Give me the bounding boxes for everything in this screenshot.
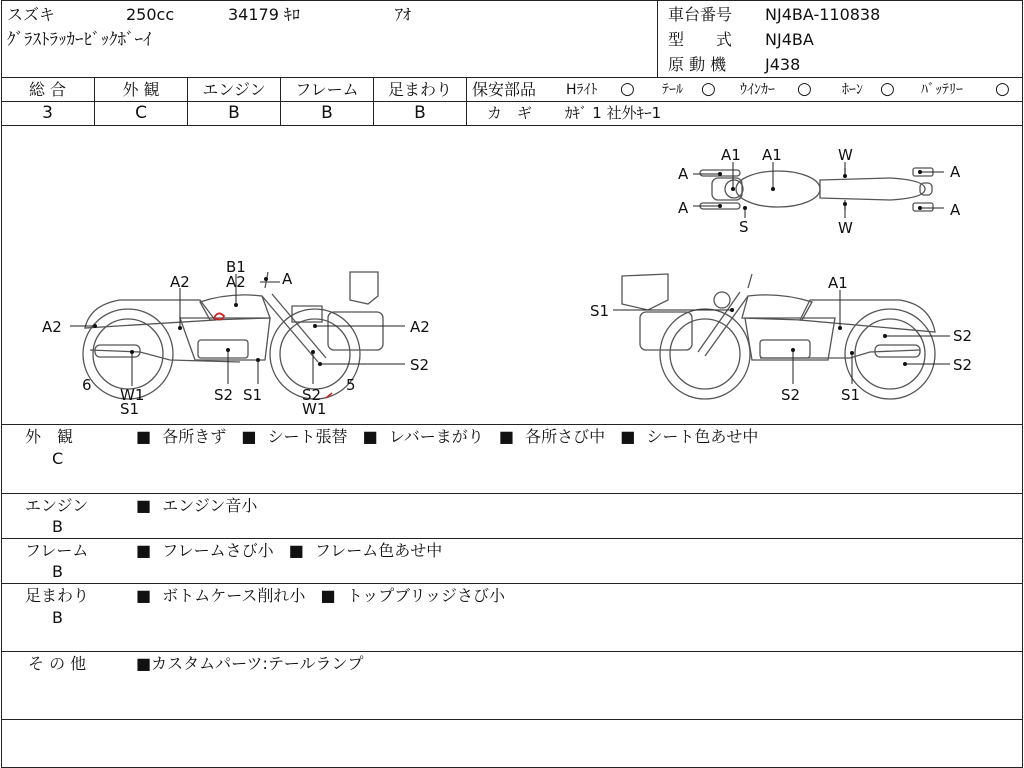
diagram-label: S2 (781, 386, 801, 404)
diagram-label: S1 (590, 302, 610, 320)
model-name: ｸﾞﾗｽﾄﾗｯｶｰﾋﾞｯｸﾎﾞｰｲ (7, 30, 152, 50)
grade-engine-value: B (228, 103, 240, 123)
diagram-label: W1 (120, 386, 145, 404)
rule (1, 424, 1023, 425)
bullet-icon: ■ (288, 541, 304, 560)
bullet-icon: ■ (136, 427, 152, 446)
note-grade-frame: B (52, 562, 63, 581)
diagram-label: A1 (721, 146, 741, 164)
grade-overall-value: 3 (42, 103, 53, 123)
diagram-label: A (678, 199, 689, 217)
diagram-label: S2 (953, 327, 973, 345)
diagram-label: A1 (762, 146, 782, 164)
diagram-label: W1 (302, 400, 327, 418)
grade-overall-label: 総 合 (28, 80, 67, 99)
bullet-icon: ■ (241, 427, 257, 446)
note-category-frame: フレーム (25, 541, 89, 560)
diagram-label: W (838, 146, 853, 164)
rule (1, 719, 1023, 720)
diagram-label: A (950, 201, 961, 219)
key-label: カ ギ (487, 104, 533, 122)
damage-mark-icon (214, 313, 224, 319)
diagram-label: 5 (346, 376, 356, 394)
rule (1, 493, 1023, 494)
note-item: トップブリッジさび小 (346, 586, 505, 605)
safety-battery-mark: ○ (995, 79, 1010, 99)
safety-horn-mark: ○ (880, 79, 895, 99)
safety-parts-label: 保安部品 (472, 80, 537, 99)
note-category-exterior: 外 観 (25, 427, 74, 446)
note-item: エンジン音小 (162, 496, 258, 515)
note-grade-suspension: B (52, 608, 63, 627)
grade-exterior-value: C (135, 103, 147, 123)
bullet-icon: ■ (362, 427, 378, 446)
diagram-label: S2 (410, 356, 430, 374)
diagram-label: A (950, 163, 961, 181)
note-item: シート色あせ中 (646, 427, 759, 446)
note-item: ボトムケース削れ小 (162, 586, 306, 605)
rule (466, 77, 467, 125)
rule (1, 538, 1023, 539)
leader-dots (93, 170, 922, 366)
rule (657, 0, 658, 77)
note-item: カスタムパーツ:テールランプ (151, 654, 364, 673)
note-item: レバーまがり (388, 427, 484, 446)
note-items-engine (136, 497, 257, 515)
note-item: フレーム色あせ中 (314, 541, 443, 560)
safety-winker-mark: ○ (797, 79, 812, 99)
engine-type: J438 (765, 55, 801, 74)
note-items-other (136, 655, 364, 673)
diagram-label: A2 (410, 318, 430, 336)
safety-headlight: Hﾗｲﾄ (566, 82, 598, 98)
grade-suspension-value: B (414, 103, 426, 123)
key-value: ｶｷﾞ 1 社外ｷｰ1 (565, 104, 662, 122)
rule (1, 101, 1023, 102)
rule (1, 583, 1023, 584)
diagram-label: S (739, 218, 749, 236)
diagram-label: S2 (302, 386, 322, 404)
diagram-label: S1 (841, 386, 861, 404)
rule (1, 651, 1023, 652)
model-type-label: 型 式 (668, 30, 733, 49)
diagram-label: A2 (42, 318, 62, 336)
note-item: フレームさび小 (162, 541, 274, 560)
grade-engine-label: エンジン (202, 80, 266, 99)
displacement: 250cc (126, 5, 175, 24)
safety-horn: ﾎｰﾝ (842, 82, 863, 98)
grade-suspension-label: 足まわり (387, 80, 452, 99)
note-category-other: そ の 他 (28, 654, 87, 673)
diagram-label: S1 (243, 386, 263, 404)
diagram-label: A2 (170, 273, 190, 291)
color-name: ｱｵ (395, 5, 412, 24)
damage-diagram (0, 126, 1024, 424)
note-items-frame (136, 542, 442, 560)
bullet-icon: ■ (620, 427, 636, 446)
frame-number-label: 車台番号 (668, 5, 733, 24)
note-items-suspension (136, 587, 505, 605)
note-grade-exterior: C (52, 449, 64, 468)
diagram-label: S2 (953, 356, 973, 374)
diagram-label: B1 (226, 258, 246, 276)
note-category-suspension: 足まわり (25, 586, 90, 605)
note-item: シート張替 (267, 427, 348, 446)
grade-frame-label: フレーム (295, 80, 359, 99)
safety-tail-mark: ○ (701, 79, 716, 99)
bullet-icon: ■ (498, 427, 514, 446)
diagram-label: 6 (82, 376, 92, 394)
diagram-label: S2 (214, 386, 234, 404)
model-type: NJ4BA (765, 30, 814, 49)
bullet-icon: ■ (136, 654, 152, 673)
note-items-exterior (136, 428, 758, 446)
bullet-icon: ■ (320, 586, 336, 605)
diagram-label: S1 (120, 400, 140, 418)
bullet-icon: ■ (136, 541, 152, 560)
bullet-icon: ■ (136, 496, 152, 515)
safety-tail: ﾃｰﾙ (662, 82, 683, 98)
note-item: 各所きず (162, 427, 227, 446)
note-item: 各所さび中 (525, 427, 606, 446)
rule (1, 77, 1023, 78)
frame-number: NJ4BA-110838 (765, 5, 881, 24)
diagram-label: A2 (226, 273, 246, 291)
safety-headlight-mark: ○ (620, 79, 635, 99)
left-side-bike (83, 272, 383, 399)
diagram-label: A (282, 270, 293, 288)
safety-winker: ｳｲﾝｶｰ (740, 82, 775, 98)
diagram-label: W (838, 219, 853, 237)
note-category-engine: エンジン (25, 496, 89, 515)
bullet-icon: ■ (136, 586, 152, 605)
diagram-label: A (678, 165, 689, 183)
grade-frame-value: B (321, 103, 333, 123)
maker-name: スズキ (7, 5, 56, 24)
diagram-label: A1 (828, 274, 848, 292)
grade-exterior-label: 外 観 (122, 80, 160, 99)
note-grade-engine: B (52, 517, 63, 536)
engine-type-label: 原 動 機 (668, 55, 727, 74)
mileage: 34179 ｷﾛ (228, 5, 300, 24)
safety-battery: ﾊﾞｯﾃﾘｰ (921, 82, 963, 98)
top-view-bike (700, 168, 933, 211)
